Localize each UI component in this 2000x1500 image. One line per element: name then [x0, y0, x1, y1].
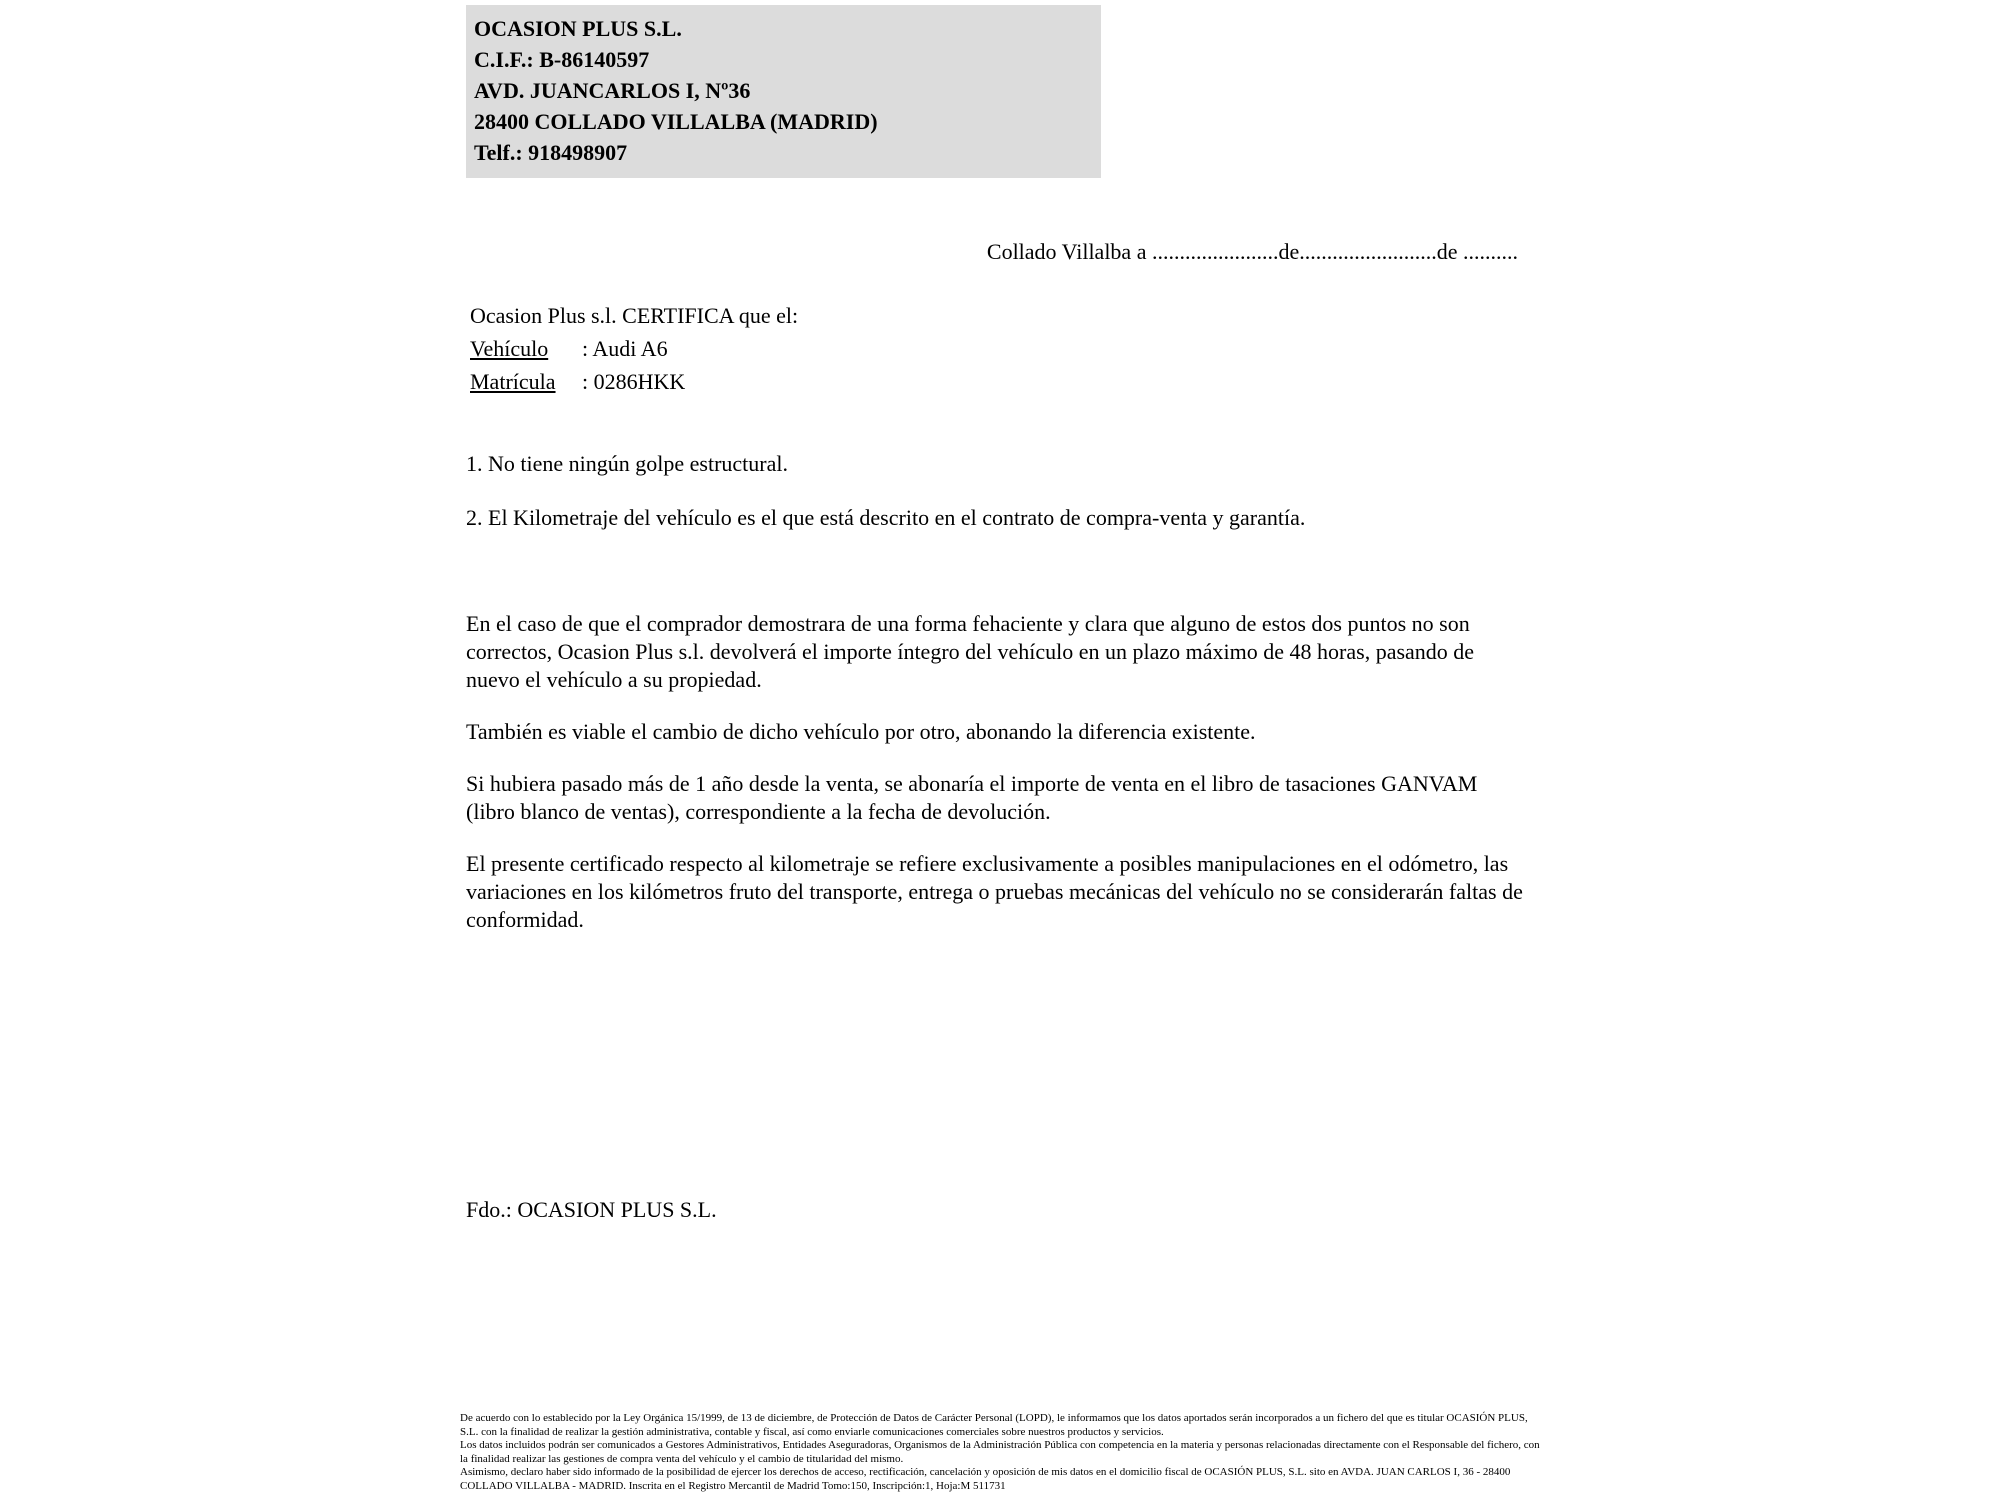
paragraph-ganvam-valuation: Si hubiera pasado más de 1 año desde la venta, se abonaría el importe de venta en el libro de tasaciones GANVAM (libro blanco de ventas), correspondiente a la fecha de devolución. [466, 771, 1478, 824]
company-cif: C.I.F.: B-86140597 [474, 47, 650, 72]
point-structural-damage: 1. No tiene ningún golpe estructural. [466, 451, 788, 476]
certified-points [466, 450, 1526, 558]
certification-block [470, 299, 798, 398]
plate-label: Matrícula [470, 369, 556, 394]
paragraph-vehicle-exchange: También es viable el cambio de dicho vehículo por otro, abonando la diferencia existente. [466, 719, 1256, 744]
body-paragraphs [466, 610, 1526, 958]
legal-footer [460, 1412, 1542, 1493]
company-name: OCASION PLUS S.L. [474, 16, 682, 41]
legal-paragraph-lopd: De acuerdo con lo establecido por la Ley Orgánica 15/1999, de 13 de diciembre, de Protección de Datos de Carácter Personal (LOPD), le informamos que los datos aportados serán incorporados a un fichero del que es titular OCASIÓN PLUS, S.L. con la finalidad de realizar la gestión administrativa, contable y fiscal, así como enviarle comunicaciones comerciales sobre nuestros productos y servicios. [460, 1412, 1528, 1438]
legal-paragraph-rights: Asimismo, declaro haber sido informado de la posibilidad de ejercer los derechos de acceso, rectificación, cancelación y oposición de mis datos en el domicilio fiscal de OCASIÓN PLUS, S.L. sito en AVDA. JUAN CARLOS I, 36 - 28400 COLLADO VILLALBA - MADRID. Inscrita en el Registro Mercantil de Madrid Tomo:150, Inscripción:1, Hoja:M 511731 [460, 1466, 1511, 1492]
plate-row [470, 365, 798, 398]
vehicle-row [470, 332, 798, 365]
date-line: Collado Villalba a .......................de.........................de .......... [986, 239, 1518, 264]
legal-paragraph-data-sharing: Los datos incluidos podrán ser comunicados a Gestores Administrativos, Entidades Aseguradoras, Organismos de la Administración Pública con competencia en la materia y personas relacionadas directamente con el Responsable del fichero, con la finalidad realizar las gestiones de compra venta del vehículo y el cambio de titularidad del mismo. [460, 1439, 1540, 1465]
point-mileage: 2. El Kilometraje del vehículo es el que está descrito en el contrato de compra-venta y garantía. [466, 505, 1306, 530]
plate-value: : 0286HKK [582, 369, 686, 394]
paragraph-refund-guarantee: En el caso de que el comprador demostrara de una forma fehaciente y clara que alguno de estos dos puntos no son correctos, Ocasion Plus s.l. devolverá el importe íntegro del vehículo en un plazo máximo de 48 horas, pasando de nuevo el vehículo a su propiedad. [466, 611, 1475, 692]
company-phone: Telf.: 918498907 [474, 140, 628, 165]
signature-line: Fdo.: OCASION PLUS S.L. [466, 1197, 717, 1222]
paragraph-odometer-disclaimer: El presente certificado respecto al kilometraje se refiere exclusivamente a posibles manipulaciones en el odómetro, las variaciones en los kilómetros fruto del transporte, entrega o pruebas mecánicas del vehículo no se considerarán faltas de conformidad. [466, 851, 1523, 932]
vehicle-value: : Audi A6 [582, 336, 668, 361]
certifica-intro: Ocasion Plus s.l. CERTIFICA que el: [470, 303, 799, 328]
company-address: AVD. JUANCARLOS I, Nº36 [474, 78, 751, 103]
company-city: 28400 COLLADO VILLALBA (MADRID) [474, 109, 878, 134]
letterhead [466, 5, 1101, 178]
vehicle-label: Vehículo [470, 336, 549, 361]
